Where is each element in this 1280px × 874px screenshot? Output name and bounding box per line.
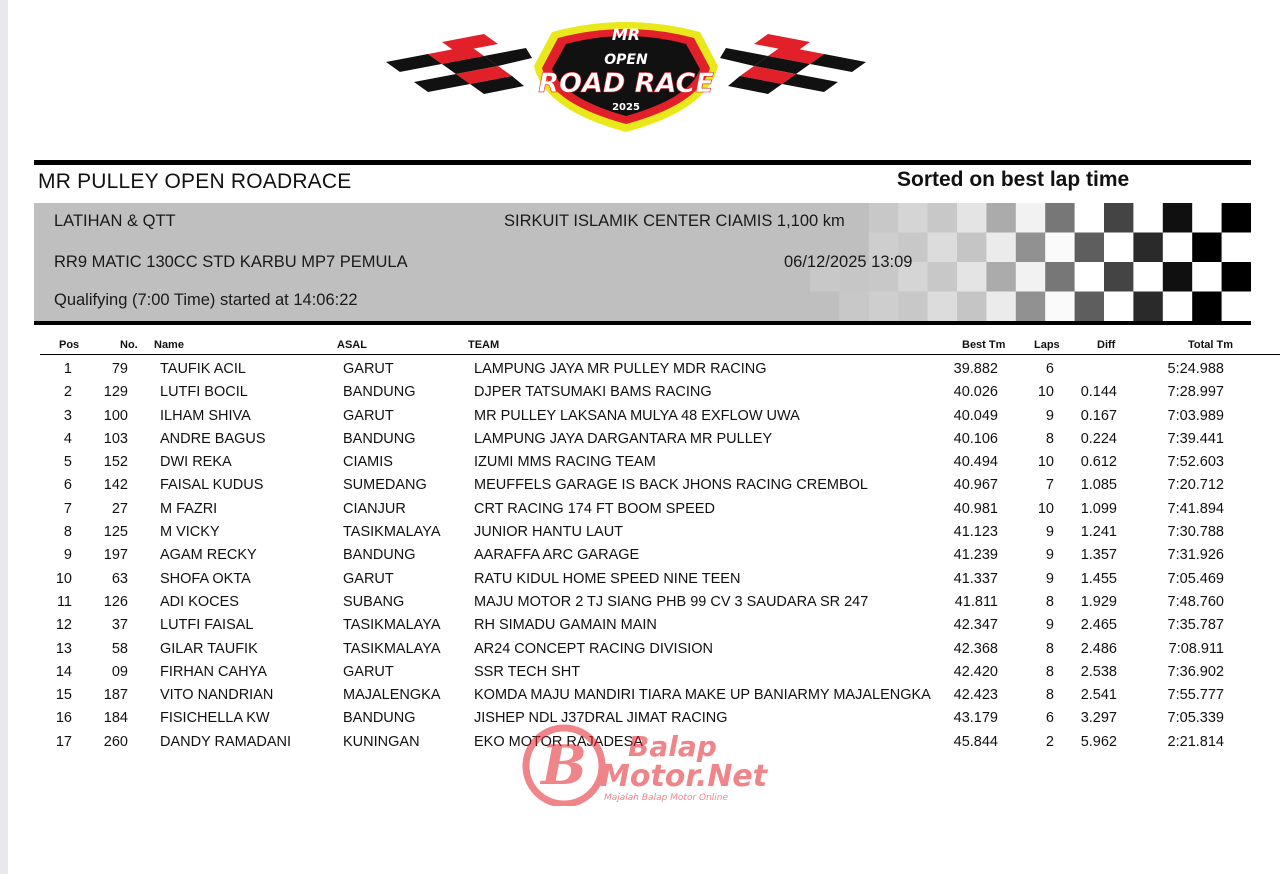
- cell-pos: 4: [63, 430, 72, 447]
- cell-no: 197: [103, 547, 128, 564]
- cell-diff: 1.099: [1080, 500, 1117, 517]
- flag-square: [928, 233, 958, 263]
- table-row: [0, 360, 1280, 383]
- cell-laps: 8: [1045, 663, 1054, 680]
- cell-total: 7:31.926: [1167, 547, 1224, 564]
- cell-pos: 17: [55, 733, 72, 750]
- table-row: [0, 709, 1280, 732]
- svg-text:B: B: [541, 733, 587, 797]
- cell-pos: 1: [63, 361, 72, 377]
- cell-best: 40.106: [953, 430, 998, 447]
- col-header-diff: Diff: [1097, 339, 1116, 351]
- cell-team: MEUFFELS GARAGE IS BACK JHONS RACING CREMBOL: [474, 477, 868, 494]
- cell-diff: 2.541: [1080, 687, 1117, 704]
- svg-text:Balap: Balap: [628, 730, 717, 763]
- cell-best: 42.423: [953, 687, 998, 704]
- flag-square: [1075, 203, 1105, 233]
- cell-diff: 1.929: [1080, 593, 1117, 610]
- cell-no: 142: [103, 477, 128, 494]
- flag-square: [986, 233, 1016, 263]
- table-row: [0, 640, 1280, 663]
- cell-total: 7:20.712: [1167, 477, 1224, 494]
- svg-text:OPEN: OPEN: [604, 52, 648, 68]
- cell-no: 103: [103, 430, 128, 447]
- flag-square: [986, 203, 1016, 233]
- cell-laps: 10: [1037, 384, 1054, 401]
- cell-laps: 2: [1045, 733, 1054, 750]
- cell-name: ILHAM SHIVA: [160, 407, 251, 424]
- cell-team: DJPER TATSUMAKI BAMS RACING: [474, 384, 712, 401]
- cell-asal: GARUT: [343, 663, 394, 680]
- cell-laps: 9: [1045, 617, 1054, 634]
- flag-square: [1192, 203, 1222, 233]
- flag-square: [1222, 292, 1251, 322]
- cell-team: EKO MOTOR RAJADESA: [474, 733, 643, 750]
- cell-team: CRT RACING 174 FT BOOM SPEED: [474, 500, 715, 517]
- cell-best: 41.337: [953, 570, 998, 587]
- table-row: [0, 733, 1280, 756]
- cell-name: FAISAL KUDUS: [160, 477, 264, 494]
- cell-total: 7:05.469: [1167, 570, 1224, 587]
- flag-square: [1104, 262, 1134, 292]
- cell-total: 7:48.760: [1167, 593, 1224, 610]
- cell-diff: 1.357: [1080, 547, 1117, 564]
- cell-no: 184: [103, 710, 128, 727]
- col-header-total: Total Tm: [1188, 339, 1234, 351]
- flag-square: [1163, 292, 1193, 322]
- cell-asal: TASIKMALAYA: [343, 617, 441, 634]
- table-row: [0, 663, 1280, 686]
- cell-total: 7:41.894: [1167, 500, 1224, 517]
- cell-laps: 8: [1045, 593, 1054, 610]
- cell-total: 7:28.997: [1167, 384, 1224, 401]
- flag-square: [1045, 233, 1075, 263]
- cell-name: M VICKY: [160, 524, 220, 541]
- flag-square: [1016, 203, 1046, 233]
- cell-asal: CIANJUR: [343, 500, 406, 517]
- cell-best: 39.882: [953, 361, 998, 377]
- cell-diff: 0.612: [1080, 454, 1117, 471]
- flag-square: [1016, 233, 1046, 263]
- cell-total: 7:35.787: [1167, 617, 1224, 634]
- flag-square: [1045, 262, 1075, 292]
- cell-name: DANDY RAMADANI: [160, 733, 292, 750]
- flag-square: [1163, 262, 1193, 292]
- cell-pos: 8: [63, 524, 72, 541]
- cell-no: 37: [111, 617, 128, 634]
- cell-laps: 9: [1045, 407, 1054, 424]
- cell-team: JISHEP NDL J37DRAL JIMAT RACING: [474, 710, 728, 727]
- cell-asal: SUMEDANG: [343, 477, 427, 494]
- col-header-laps: Laps: [1034, 339, 1060, 351]
- cell-team: LAMPUNG JAYA MR PULLEY MDR RACING: [474, 361, 767, 377]
- cell-no: 126: [103, 593, 128, 610]
- cell-diff: 1.085: [1080, 477, 1117, 494]
- flag-square: [1163, 203, 1193, 233]
- flag-square: [1222, 233, 1251, 263]
- flag-square: [1104, 292, 1134, 322]
- cell-laps: 8: [1045, 430, 1054, 447]
- cell-pos: 9: [63, 547, 72, 564]
- qualifying-start: Qualifying (7:00 Time) started at 14:06:22: [54, 291, 358, 309]
- cell-no: 63: [111, 570, 128, 587]
- event-title: MR PULLEY OPEN ROADRACE: [38, 170, 352, 193]
- cell-no: 152: [103, 454, 128, 471]
- cell-name: GILAR TAUFIK: [160, 640, 258, 657]
- cell-team: JUNIOR HANTU LAUT: [474, 524, 624, 541]
- cell-team: SSR TECH SHT: [474, 663, 581, 680]
- cell-laps: 6: [1045, 710, 1054, 727]
- flag-square: [839, 292, 869, 322]
- cell-team: RH SIMADU GAMAIN MAIN: [474, 617, 657, 634]
- table-row: [0, 593, 1280, 616]
- cell-laps: 9: [1045, 547, 1054, 564]
- cell-asal: SUBANG: [343, 593, 405, 610]
- cell-pos: 16: [55, 710, 72, 727]
- col-header-no: No.: [120, 339, 138, 351]
- cell-pos: 11: [56, 593, 72, 610]
- cell-best: 41.239: [953, 547, 998, 564]
- flag-square: [986, 262, 1016, 292]
- cell-best: 42.420: [953, 663, 998, 680]
- header-rule-top: [34, 160, 1251, 165]
- col-header-asal: ASAL: [337, 339, 367, 351]
- cell-diff: 2.486: [1080, 640, 1117, 657]
- flag-square: [1222, 203, 1251, 233]
- col-header-best: Best Tm: [962, 339, 1006, 351]
- circuit-name: SIRKUIT ISLAMIK CENTER CIAMIS 1,100 km: [504, 212, 845, 230]
- cell-no: 125: [103, 524, 128, 541]
- cell-diff: 0.144: [1080, 384, 1117, 401]
- table-row: [0, 407, 1280, 430]
- cell-best: 43.179: [953, 710, 998, 727]
- cell-pos: 12: [55, 617, 72, 634]
- header-underline: [40, 354, 1280, 355]
- cell-total: 7:36.902: [1167, 663, 1224, 680]
- flag-square: [1075, 233, 1105, 263]
- flag-square: [1104, 233, 1134, 263]
- race-class: RR9 MATIC 130CC STD KARBU MP7 PEMULA: [54, 253, 408, 271]
- flag-square: [928, 292, 958, 322]
- flag-square: [898, 292, 928, 322]
- flag-square: [1045, 203, 1075, 233]
- cell-pos: 10: [55, 570, 72, 587]
- cell-name: DWI REKA: [160, 454, 232, 471]
- cell-asal: CIAMIS: [343, 454, 393, 471]
- cell-total: 7:03.989: [1167, 407, 1224, 424]
- cell-total: 7:39.441: [1167, 430, 1224, 447]
- cell-best: 40.981: [953, 500, 998, 517]
- cell-pos: 2: [63, 384, 72, 401]
- flag-square: [1075, 292, 1105, 322]
- flag-square: [1192, 262, 1222, 292]
- right-flag-wing-icon: [720, 34, 866, 94]
- flag-square: [928, 262, 958, 292]
- flag-square: [1075, 262, 1105, 292]
- flag-square: [928, 203, 958, 233]
- table-row: [0, 430, 1280, 453]
- cell-name: M FAZRI: [160, 500, 218, 517]
- cell-no: 27: [111, 500, 128, 517]
- cell-team: MR PULLEY LAKSANA MULYA 48 EXFLOW UWA: [474, 407, 800, 424]
- svg-text:Majalah Balap Motor Online: Majalah Balap Motor Online: [604, 793, 729, 803]
- session-name: LATIHAN & QTT: [54, 212, 176, 230]
- table-row: [0, 383, 1280, 406]
- flag-square: [1192, 233, 1222, 263]
- cell-laps: 8: [1045, 687, 1054, 704]
- cell-asal: KUNINGAN: [343, 733, 420, 750]
- cell-pos: 7: [63, 500, 72, 517]
- cell-diff: 1.241: [1080, 524, 1117, 541]
- road-race-logo: [384, 14, 868, 134]
- cell-pos: 6: [63, 477, 72, 494]
- cell-pos: 3: [63, 407, 72, 424]
- results-table: [0, 360, 1280, 756]
- cell-team: MAJU MOTOR 2 TJ SIANG PHB 99 CV 3 SAUDARA SR 247: [474, 593, 869, 610]
- cell-asal: BANDUNG: [343, 430, 416, 447]
- table-row: [0, 546, 1280, 569]
- cell-asal: MAJALENGKA: [343, 687, 441, 704]
- cell-asal: TASIKMALAYA: [343, 524, 441, 541]
- table-row: [0, 686, 1280, 709]
- header-rule-bottom: [34, 321, 1251, 325]
- svg-text:2025: 2025: [612, 102, 640, 113]
- flag-square: [1133, 233, 1163, 263]
- cell-pos: 13: [55, 640, 72, 657]
- cell-asal: TASIKMALAYA: [343, 640, 441, 657]
- cell-team: RATU KIDUL HOME SPEED NINE TEEN: [474, 570, 741, 587]
- flag-square: [986, 292, 1016, 322]
- cell-laps: 7: [1045, 477, 1054, 494]
- cell-best: 41.123: [953, 524, 998, 541]
- svg-text:ROAD RACE: ROAD RACE: [538, 68, 714, 99]
- svg-text:MR: MR: [611, 25, 641, 44]
- cell-asal: BANDUNG: [343, 710, 416, 727]
- cell-diff: 5.962: [1080, 733, 1117, 750]
- cell-best: 40.049: [953, 407, 998, 424]
- cell-team: AARAFFA ARC GARAGE: [474, 547, 640, 564]
- table-row: [0, 453, 1280, 476]
- cell-name: FIRHAN CAHYA: [160, 663, 267, 680]
- cell-pos: 5: [63, 454, 72, 471]
- cell-total: 7:52.603: [1167, 454, 1224, 471]
- cell-asal: BANDUNG: [343, 384, 416, 401]
- cell-diff: 2.538: [1080, 663, 1117, 680]
- cell-team: KOMDA MAJU MANDIRI TIARA MAKE UP BANIARMY MAJALENGKA: [474, 687, 931, 704]
- cell-no: 100: [103, 407, 128, 424]
- flag-square: [869, 203, 899, 233]
- cell-laps: 6: [1045, 361, 1054, 377]
- cell-pos: 15: [55, 687, 72, 704]
- cell-name: LUTFI FAISAL: [160, 617, 254, 634]
- cell-team: IZUMI MMS RACING TEAM: [474, 454, 656, 471]
- left-flag-wing-icon: [386, 34, 532, 94]
- flag-square: [1163, 233, 1193, 263]
- cell-asal: GARUT: [343, 407, 394, 424]
- table-row: [0, 570, 1280, 593]
- cell-diff: 3.297: [1080, 710, 1117, 727]
- col-header-pos: Pos: [59, 339, 80, 351]
- cell-laps: 9: [1045, 570, 1054, 587]
- cell-team: LAMPUNG JAYA DARGANTARA MR PULLEY: [474, 430, 773, 447]
- col-header-name: Name: [154, 339, 184, 351]
- sort-note: Sorted on best lap time: [897, 168, 1130, 191]
- flag-square: [957, 233, 987, 263]
- flag-square: [1133, 262, 1163, 292]
- cell-best: 40.494: [953, 454, 998, 471]
- cell-laps: 8: [1045, 640, 1054, 657]
- cell-best: 41.811: [954, 593, 998, 610]
- flag-square: [898, 203, 928, 233]
- cell-name: AGAM RECKY: [160, 547, 257, 564]
- cell-no: 129: [103, 384, 128, 401]
- flag-square: [1016, 292, 1046, 322]
- cell-name: ANDRE BAGUS: [160, 430, 266, 447]
- cell-no: 09: [111, 663, 128, 680]
- report-datetime: 06/12/2025 13:09: [784, 253, 913, 271]
- cell-diff: 0.167: [1080, 407, 1117, 424]
- cell-asal: BANDUNG: [343, 547, 416, 564]
- cell-no: 79: [111, 361, 128, 377]
- flag-square: [1133, 292, 1163, 322]
- flag-square: [957, 203, 987, 233]
- flag-square: [1016, 262, 1046, 292]
- cell-name: TAUFIK ACIL: [160, 361, 246, 377]
- flag-square: [1104, 203, 1134, 233]
- cell-name: VITO NANDRIAN: [160, 687, 274, 704]
- cell-name: FISICHELLA KW: [160, 710, 270, 727]
- flag-square: [869, 292, 899, 322]
- cell-name: LUTFI BOCIL: [160, 384, 248, 401]
- cell-no: 187: [103, 687, 128, 704]
- table-row: [0, 476, 1280, 499]
- cell-laps: 10: [1037, 500, 1054, 517]
- cell-asal: GARUT: [343, 570, 394, 587]
- cell-best: 42.368: [953, 640, 998, 657]
- table-row: [0, 616, 1280, 639]
- cell-name: ADI KOCES: [160, 593, 239, 610]
- cell-best: 40.967: [953, 477, 998, 494]
- cell-diff: 2.465: [1080, 617, 1117, 634]
- cell-total: 7:05.339: [1167, 710, 1224, 727]
- flag-square: [957, 292, 987, 322]
- cell-total: 7:08.911: [1168, 640, 1224, 657]
- cell-pos: 14: [55, 663, 72, 680]
- table-row: [0, 500, 1280, 523]
- col-header-team: TEAM: [468, 339, 500, 351]
- flag-square: [1133, 203, 1163, 233]
- cell-best: 42.347: [953, 617, 998, 634]
- cell-total: 7:30.788: [1167, 524, 1224, 541]
- cell-best: 45.844: [953, 733, 998, 750]
- flag-square: [1192, 292, 1222, 322]
- flag-square: [1222, 262, 1251, 292]
- cell-total: 7:55.777: [1167, 687, 1224, 704]
- flag-square: [1045, 292, 1075, 322]
- cell-diff: 0.224: [1080, 430, 1117, 447]
- cell-asal: GARUT: [343, 361, 394, 377]
- cell-total: 2:21.814: [1167, 733, 1224, 750]
- cell-name: SHOFA OKTA: [160, 570, 251, 587]
- cell-best: 40.026: [953, 384, 998, 401]
- cell-laps: 10: [1037, 454, 1054, 471]
- flag-square: [957, 262, 987, 292]
- cell-diff: 1.455: [1080, 570, 1117, 587]
- cell-laps: 9: [1045, 524, 1054, 541]
- flag-square: [810, 292, 840, 322]
- cell-team: AR24 CONCEPT RACING DIVISION: [474, 640, 714, 657]
- cell-no: 260: [103, 733, 128, 750]
- table-row: [0, 523, 1280, 546]
- cell-no: 58: [111, 640, 128, 657]
- svg-text:Motor.Net: Motor.Net: [600, 759, 768, 794]
- cell-total: 5:24.988: [1167, 361, 1224, 377]
